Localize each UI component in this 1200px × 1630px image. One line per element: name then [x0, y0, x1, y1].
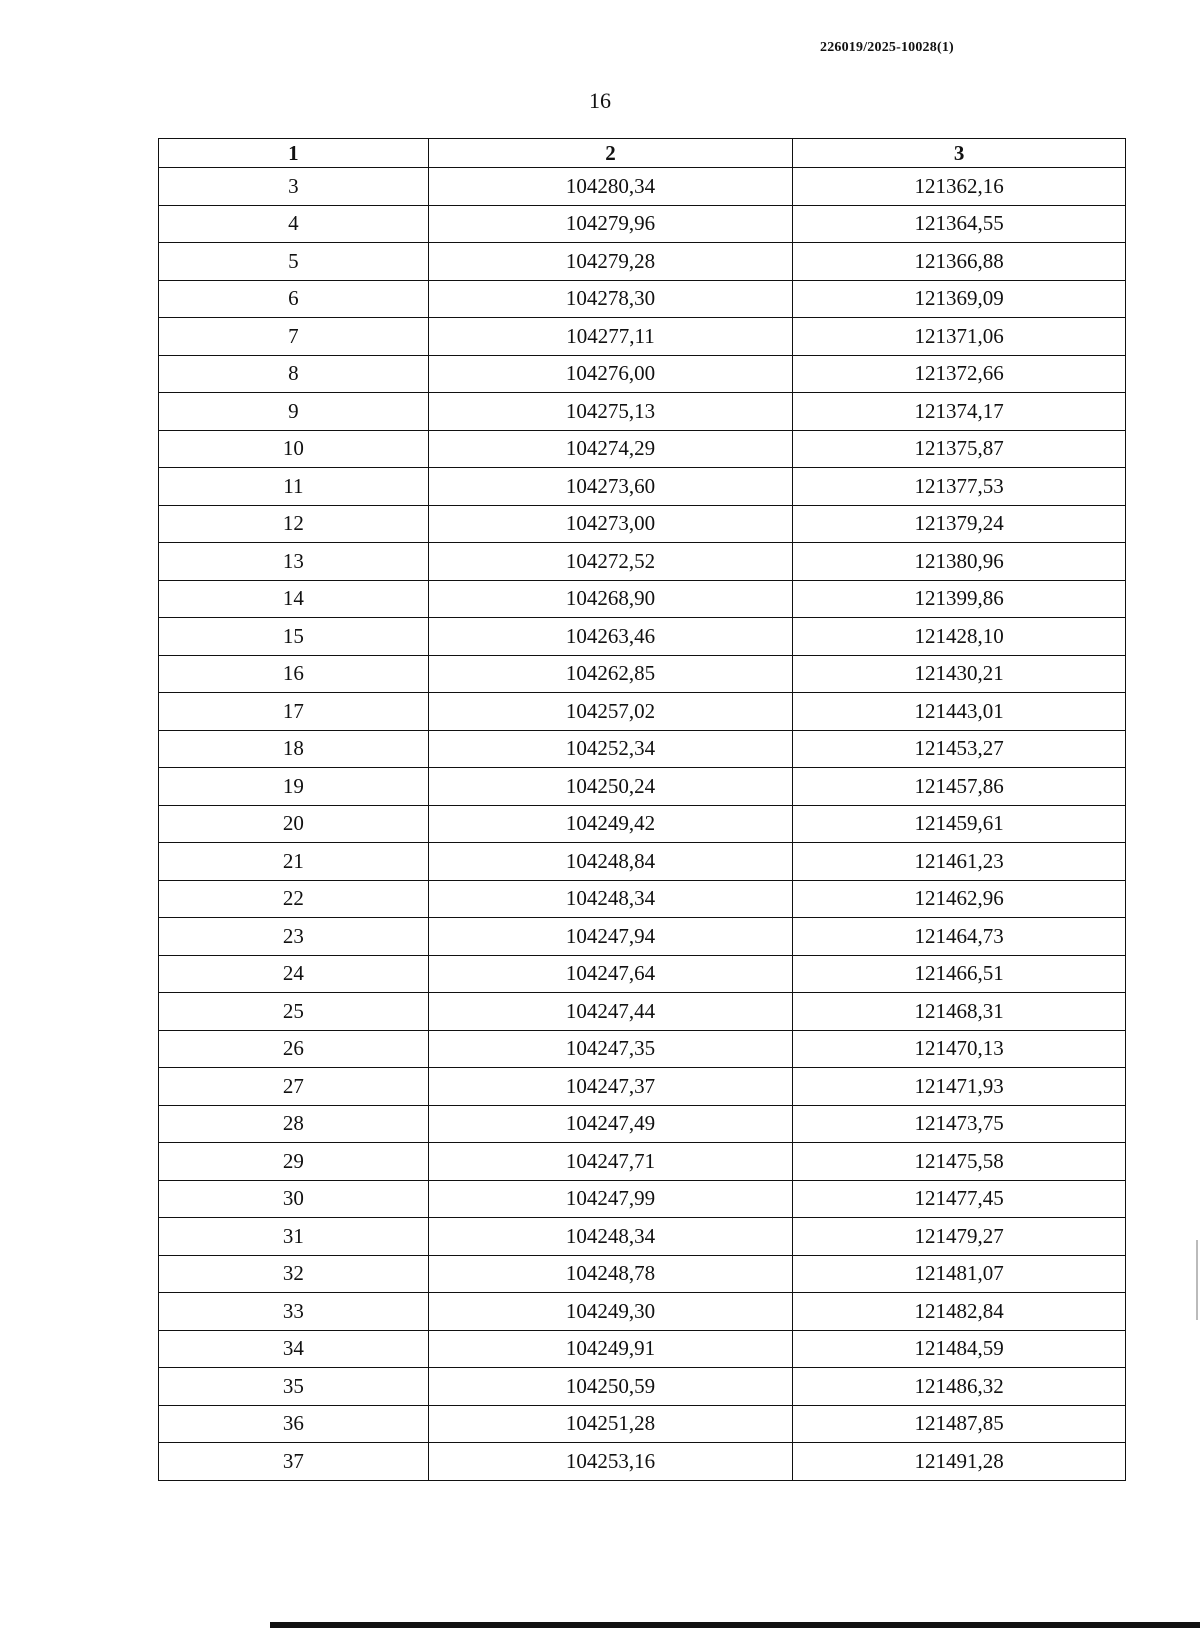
table-row: [159, 1068, 1126, 1106]
point-number-cell: 19: [159, 768, 429, 806]
point-number-cell: 26: [159, 1030, 429, 1068]
point-number-cell: 34: [159, 1330, 429, 1368]
x-coordinate-cell: 104257,02: [428, 693, 793, 731]
document-number: 226019/2025-10028(1): [820, 40, 954, 55]
x-coordinate-cell: 104247,44: [428, 993, 793, 1031]
point-number-cell: 13: [159, 543, 429, 581]
table-body: [159, 168, 1126, 1481]
x-coordinate-cell: 104263,46: [428, 618, 793, 656]
coordinates-table: [158, 138, 1126, 1481]
table-row: [159, 168, 1126, 206]
y-coordinate-cell: 121380,96: [793, 543, 1126, 581]
point-number-cell: 18: [159, 730, 429, 768]
x-coordinate-cell: 104252,34: [428, 730, 793, 768]
point-number-cell: 30: [159, 1180, 429, 1218]
table-row: [159, 693, 1126, 731]
table-row: [159, 730, 1126, 768]
point-number-cell: 29: [159, 1143, 429, 1181]
table-row: [159, 1330, 1126, 1368]
point-number-cell: 17: [159, 693, 429, 731]
table-row: [159, 655, 1126, 693]
x-coordinate-cell: 104262,85: [428, 655, 793, 693]
point-number-cell: 35: [159, 1368, 429, 1406]
y-coordinate-cell: 121428,10: [793, 618, 1126, 656]
y-coordinate-cell: 121377,53: [793, 468, 1126, 506]
x-coordinate-cell: 104273,60: [428, 468, 793, 506]
y-coordinate-cell: 121464,73: [793, 918, 1126, 956]
table-row: [159, 1255, 1126, 1293]
bottom-scan-rule: [270, 1622, 1200, 1628]
point-number-cell: 4: [159, 205, 429, 243]
table-row: [159, 1180, 1126, 1218]
y-coordinate-cell: 121372,66: [793, 355, 1126, 393]
point-number-cell: 20: [159, 805, 429, 843]
point-number-cell: 22: [159, 880, 429, 918]
x-coordinate-cell: 104249,91: [428, 1330, 793, 1368]
y-coordinate-cell: 121374,17: [793, 393, 1126, 431]
y-coordinate-cell: 121482,84: [793, 1293, 1126, 1331]
y-coordinate-cell: 121475,58: [793, 1143, 1126, 1181]
y-coordinate-cell: 121443,01: [793, 693, 1126, 731]
y-coordinate-cell: 121479,27: [793, 1218, 1126, 1256]
point-number-cell: 28: [159, 1105, 429, 1143]
x-coordinate-cell: 104247,94: [428, 918, 793, 956]
x-coordinate-cell: 104253,16: [428, 1443, 793, 1481]
table-row: [159, 318, 1126, 356]
point-number-cell: 33: [159, 1293, 429, 1331]
point-number-cell: 8: [159, 355, 429, 393]
y-coordinate-cell: 121457,86: [793, 768, 1126, 806]
x-coordinate-cell: 104279,28: [428, 243, 793, 281]
y-coordinate-cell: 121379,24: [793, 505, 1126, 543]
table-row: [159, 1443, 1126, 1481]
x-coordinate-cell: 104249,42: [428, 805, 793, 843]
y-coordinate-cell: 121364,55: [793, 205, 1126, 243]
table-row: [159, 430, 1126, 468]
x-coordinate-cell: 104247,64: [428, 955, 793, 993]
table-row: [159, 918, 1126, 956]
point-number-cell: 10: [159, 430, 429, 468]
y-coordinate-cell: 121471,93: [793, 1068, 1126, 1106]
y-coordinate-cell: 121462,96: [793, 880, 1126, 918]
scan-edge-mark: [1196, 1240, 1198, 1320]
point-number-cell: 9: [159, 393, 429, 431]
y-coordinate-cell: 121473,75: [793, 1105, 1126, 1143]
page-number: 16: [589, 88, 611, 113]
y-coordinate-cell: 121491,28: [793, 1443, 1126, 1481]
x-coordinate-cell: 104247,37: [428, 1068, 793, 1106]
x-coordinate-cell: 104268,90: [428, 580, 793, 618]
x-coordinate-cell: 104247,99: [428, 1180, 793, 1218]
x-coordinate-cell: 104272,52: [428, 543, 793, 581]
x-coordinate-cell: 104273,00: [428, 505, 793, 543]
point-number-cell: 11: [159, 468, 429, 506]
x-coordinate-cell: 104249,30: [428, 1293, 793, 1331]
y-coordinate-cell: 121369,09: [793, 280, 1126, 318]
table-row: [159, 355, 1126, 393]
table-row: [159, 1293, 1126, 1331]
x-coordinate-cell: 104280,34: [428, 168, 793, 206]
point-number-cell: 25: [159, 993, 429, 1031]
table-row: [159, 1405, 1126, 1443]
table-row: [159, 993, 1126, 1031]
table-row: [159, 580, 1126, 618]
y-coordinate-cell: 121362,16: [793, 168, 1126, 206]
table-row: [159, 543, 1126, 581]
y-coordinate-cell: 121466,51: [793, 955, 1126, 993]
column-header: 1: [159, 139, 429, 168]
point-number-cell: 36: [159, 1405, 429, 1443]
x-coordinate-cell: 104250,24: [428, 768, 793, 806]
x-coordinate-cell: 104248,34: [428, 1218, 793, 1256]
point-number-cell: 14: [159, 580, 429, 618]
x-coordinate-cell: 104250,59: [428, 1368, 793, 1406]
y-coordinate-cell: 121453,27: [793, 730, 1126, 768]
point-number-cell: 21: [159, 843, 429, 881]
x-coordinate-cell: 104248,84: [428, 843, 793, 881]
y-coordinate-cell: 121487,85: [793, 1405, 1126, 1443]
y-coordinate-cell: 121375,87: [793, 430, 1126, 468]
table-row: [159, 1218, 1126, 1256]
point-number-cell: 6: [159, 280, 429, 318]
point-number-cell: 7: [159, 318, 429, 356]
point-number-cell: 12: [159, 505, 429, 543]
y-coordinate-cell: 121470,13: [793, 1030, 1126, 1068]
table-row: [159, 243, 1126, 281]
table-row: [159, 768, 1126, 806]
table-row: [159, 468, 1126, 506]
x-coordinate-cell: 104248,34: [428, 880, 793, 918]
table-row: [159, 505, 1126, 543]
y-coordinate-cell: 121486,32: [793, 1368, 1126, 1406]
point-number-cell: 5: [159, 243, 429, 281]
table-row: [159, 280, 1126, 318]
y-coordinate-cell: 121459,61: [793, 805, 1126, 843]
table-row: [159, 618, 1126, 656]
y-coordinate-cell: 121371,06: [793, 318, 1126, 356]
x-coordinate-cell: 104277,11: [428, 318, 793, 356]
x-coordinate-cell: 104248,78: [428, 1255, 793, 1293]
y-coordinate-cell: 121430,21: [793, 655, 1126, 693]
table-row: [159, 805, 1126, 843]
table-row: [159, 393, 1126, 431]
point-number-cell: 24: [159, 955, 429, 993]
point-number-cell: 16: [159, 655, 429, 693]
x-coordinate-cell: 104275,13: [428, 393, 793, 431]
table-row: [159, 843, 1126, 881]
table-row: [159, 880, 1126, 918]
table-row: [159, 1030, 1126, 1068]
point-number-cell: 23: [159, 918, 429, 956]
column-header: 3: [793, 139, 1126, 168]
table-header-row: [159, 139, 1126, 168]
table-row: [159, 1105, 1126, 1143]
y-coordinate-cell: 121484,59: [793, 1330, 1126, 1368]
table-row: [159, 205, 1126, 243]
x-coordinate-cell: 104274,29: [428, 430, 793, 468]
y-coordinate-cell: 121399,86: [793, 580, 1126, 618]
table-row: [159, 1368, 1126, 1406]
table-row: [159, 1143, 1126, 1181]
y-coordinate-cell: 121366,88: [793, 243, 1126, 281]
x-coordinate-cell: 104251,28: [428, 1405, 793, 1443]
y-coordinate-cell: 121481,07: [793, 1255, 1126, 1293]
x-coordinate-cell: 104247,71: [428, 1143, 793, 1181]
point-number-cell: 32: [159, 1255, 429, 1293]
y-coordinate-cell: 121468,31: [793, 993, 1126, 1031]
x-coordinate-cell: 104278,30: [428, 280, 793, 318]
point-number-cell: 37: [159, 1443, 429, 1481]
x-coordinate-cell: 104247,49: [428, 1105, 793, 1143]
point-number-cell: 31: [159, 1218, 429, 1256]
x-coordinate-cell: 104279,96: [428, 205, 793, 243]
point-number-cell: 27: [159, 1068, 429, 1106]
point-number-cell: 3: [159, 168, 429, 206]
x-coordinate-cell: 104276,00: [428, 355, 793, 393]
table-row: [159, 955, 1126, 993]
column-header: 2: [428, 139, 793, 168]
y-coordinate-cell: 121477,45: [793, 1180, 1126, 1218]
x-coordinate-cell: 104247,35: [428, 1030, 793, 1068]
y-coordinate-cell: 121461,23: [793, 843, 1126, 881]
point-number-cell: 15: [159, 618, 429, 656]
